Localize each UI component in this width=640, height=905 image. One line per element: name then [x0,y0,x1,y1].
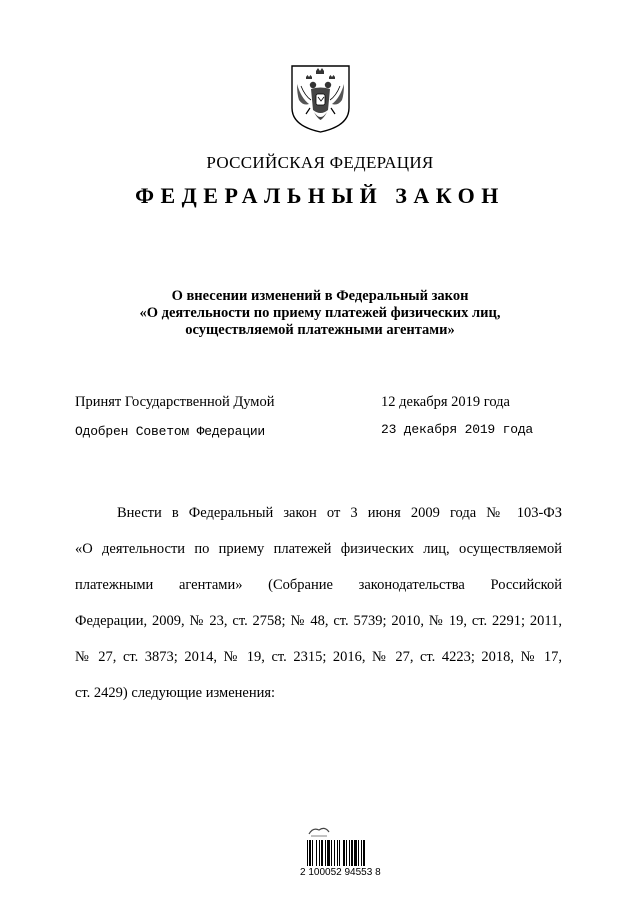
stamp-icon [307,824,331,838]
adopted-label: Принят Государственной Думой [75,394,275,410]
approved-date: 23 декабря 2019 года [381,422,534,437]
body-line: ст. 2429) следующие изменения: [75,685,276,701]
approved-label: Одобрен Советом Федерации [75,424,266,439]
law-title-line: О внесении изменений в Федеральный закон [171,288,469,304]
law-title [0,288,640,339]
barcode-icon [307,840,384,870]
adopted-date: 12 декабря 2019 года [381,394,510,410]
emblem-icon [289,64,352,134]
body-line: Федерации, 2009, № 23, ст. 2758; № 48, ст. 5739; 2010, № 19, ст. 2291; 2011, [75,613,562,629]
country-name: РОССИЙСКАЯ ФЕДЕРАЦИЯ [206,153,434,172]
body-line: платежными агентами» (Собрание законодательства Российской [75,577,562,593]
barcode-number: 2 100052 94553 8 [300,867,381,878]
law-title-line: «О деятельности по приему платежей физических лиц, [139,305,501,321]
body-line: Внести в Федеральный закон от 3 июня 2009 года № 103-ФЗ [117,505,562,521]
law-body [75,495,562,711]
law-type-heading: ФЕДЕРАЛЬНЫЙ ЗАКОН [135,183,505,208]
law-title-line: осуществляемой платежными агентами» [185,322,455,338]
body-line: № 27, ст. 3873; 2014, № 19, ст. 2315; 2016, № 27, ст. 4223; 2018, № 17, [75,649,562,665]
body-line: «О деятельности по приему платежей физических лиц, осуществляемой [75,541,562,557]
